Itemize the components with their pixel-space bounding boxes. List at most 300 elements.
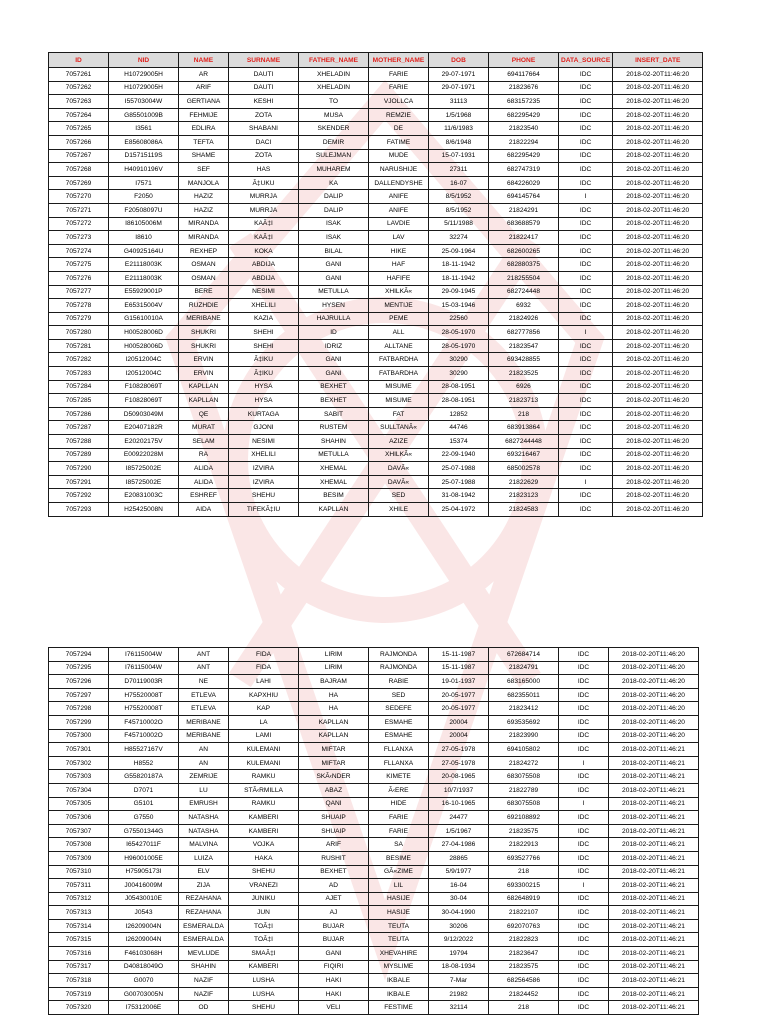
cell-nid: F10828069T — [109, 394, 179, 408]
cell-data-source: IDC — [559, 688, 609, 702]
cell-father-name: ID — [299, 326, 369, 340]
table-row — [49, 892, 699, 906]
cell-surname: LA — [229, 715, 299, 729]
cell-name: MANJOLA — [179, 176, 229, 190]
cell-insert-date: 2018-02-20T11:46:20 — [613, 503, 703, 517]
table-row — [49, 462, 703, 476]
cell-dob: 25-04-1972 — [429, 503, 489, 517]
table-row — [49, 702, 699, 716]
cell-mother-name: ESMAHE — [369, 715, 429, 729]
cell-mother-name: DAVÃ« — [369, 462, 429, 476]
cell-mother-name: FARIE — [369, 824, 429, 838]
cell-data-source: IDC — [559, 203, 613, 217]
records-table-1 — [48, 52, 703, 517]
cell-id: 7057284 — [49, 380, 109, 394]
cell-mother-name: HASIJE — [369, 906, 429, 920]
cell-id: 7057309 — [49, 851, 109, 865]
cell-phone: 683157235 — [489, 95, 559, 109]
cell-phone: 682724448 — [489, 285, 559, 299]
cell-mother-name: FAT — [369, 407, 429, 421]
table-row — [49, 108, 703, 122]
cell-father-name: ISAK — [299, 231, 369, 245]
cell-surname: ABDIJA — [229, 258, 299, 272]
cell-mother-name: LAVDIE — [369, 217, 429, 231]
cell-surname: IZVIRA — [229, 462, 299, 476]
cell-data-source: IDC — [559, 715, 609, 729]
cell-father-name: HA — [299, 688, 369, 702]
cell-id: 7057297 — [49, 688, 109, 702]
cell-surname: KULEMANI — [229, 743, 299, 757]
cell-id: 7057290 — [49, 462, 109, 476]
cell-id: 7057263 — [49, 95, 109, 109]
cell-phone: 21823647 — [489, 947, 559, 961]
cell-name: MIRANDA — [179, 217, 229, 231]
cell-father-name: BESIM — [299, 489, 369, 503]
cell-nid: J05430010E — [109, 892, 179, 906]
cell-father-name: BAJRAM — [299, 675, 369, 689]
table-row — [49, 933, 699, 947]
cell-nid: H10729005H — [109, 81, 179, 95]
cell-phone: 683075508 — [489, 770, 559, 784]
cell-surname: MURRJA — [229, 203, 299, 217]
cell-father-name: GANI — [299, 271, 369, 285]
cell-surname: RAMKU — [229, 797, 299, 811]
cell-data-source: I — [559, 879, 609, 893]
cell-nid: F20508097U — [109, 203, 179, 217]
table-row — [49, 879, 699, 893]
table-row — [49, 394, 703, 408]
cell-id: 7057266 — [49, 135, 109, 149]
cell-father-name: AD — [299, 879, 369, 893]
table-row — [49, 906, 699, 920]
cell-data-source: I — [559, 797, 609, 811]
cell-phone: 21823713 — [489, 394, 559, 408]
cell-data-source: IDC — [559, 947, 609, 961]
cell-name: SHAHIN — [179, 960, 229, 974]
cell-dob: 27-05-1978 — [429, 743, 489, 757]
cell-id: 7057261 — [49, 68, 109, 82]
cell-nid: H75905173I — [109, 865, 179, 879]
cell-nid: I76115004W — [109, 648, 179, 662]
cell-dob: 15-03-1946 — [429, 299, 489, 313]
cell-id: 7057312 — [49, 892, 109, 906]
cell-name: OD — [179, 1001, 229, 1015]
table-row — [49, 258, 703, 272]
table-row — [49, 824, 699, 838]
cell-surname: KAÃ‡I — [229, 217, 299, 231]
cell-data-source: IDC — [559, 122, 613, 136]
cell-id: 7057310 — [49, 865, 109, 879]
cell-insert-date: 2018-02-20T11:46:20 — [613, 312, 703, 326]
table-row — [49, 81, 703, 95]
records-table-2 — [48, 647, 699, 1015]
cell-name: QE — [179, 407, 229, 421]
cell-name: NAZIF — [179, 974, 229, 988]
cell-surname: KAÃ‡I — [229, 231, 299, 245]
cell-father-name: HYSEN — [299, 299, 369, 313]
cell-dob: 30290 — [429, 367, 489, 381]
cell-data-source: IDC — [559, 149, 613, 163]
cell-dob: 28-08-1951 — [429, 380, 489, 394]
cell-mother-name: XHILKÃ« — [369, 448, 429, 462]
cell-id: 7057298 — [49, 702, 109, 716]
cell-dob: 18-11-1942 — [429, 258, 489, 272]
cell-id: 7057269 — [49, 176, 109, 190]
cell-surname: SMAÃ‡I — [229, 947, 299, 961]
cell-surname: ZOTA — [229, 149, 299, 163]
cell-father-name: HA — [299, 702, 369, 716]
cell-data-source: IDC — [559, 312, 613, 326]
cell-dob: 7-Mar — [429, 974, 489, 988]
cell-phone: 682880375 — [489, 258, 559, 272]
cell-name: OSMAN — [179, 271, 229, 285]
cell-insert-date: 2018-02-20T11:46:21 — [609, 906, 699, 920]
cell-dob: 28-05-1970 — [429, 326, 489, 340]
cell-data-source: IDC — [559, 217, 613, 231]
cell-surname: ABDIJA — [229, 271, 299, 285]
cell-insert-date: 2018-02-20T11:46:20 — [613, 149, 703, 163]
cell-dob: 27-04-1986 — [429, 838, 489, 852]
table-row — [49, 176, 703, 190]
cell-name: SHUKRI — [179, 339, 229, 353]
table-row — [49, 797, 699, 811]
cell-insert-date: 2018-02-20T11:46:20 — [613, 435, 703, 449]
table-row — [49, 783, 699, 797]
cell-insert-date: 2018-02-20T11:46:21 — [609, 851, 699, 865]
cell-phone: 682747319 — [489, 163, 559, 177]
cell-mother-name: SA — [369, 838, 429, 852]
cell-surname: NESIMI — [229, 285, 299, 299]
col-header-nid: NID — [109, 53, 179, 68]
table-row — [49, 135, 703, 149]
cell-id: 7057271 — [49, 203, 109, 217]
cell-surname: TIFEKÃ‡IU — [229, 503, 299, 517]
cell-dob: 18-08-1934 — [429, 960, 489, 974]
cell-nid: I7571 — [109, 176, 179, 190]
cell-father-name: BEXHET — [299, 865, 369, 879]
table-row — [49, 648, 699, 662]
cell-dob: 32274 — [429, 231, 489, 245]
cell-dob: 29-07-1971 — [429, 81, 489, 95]
cell-data-source: IDC — [559, 661, 609, 675]
cell-data-source: I — [559, 326, 613, 340]
cell-father-name: SHUAIP — [299, 811, 369, 825]
cell-phone: 218 — [489, 1001, 559, 1015]
cell-id: 7057313 — [49, 906, 109, 920]
cell-insert-date: 2018-02-20T11:46:20 — [609, 688, 699, 702]
cell-nid: H85527167V — [109, 743, 179, 757]
cell-surname: SHEHU — [229, 1001, 299, 1015]
cell-dob: 24477 — [429, 811, 489, 825]
cell-mother-name: REMZIE — [369, 108, 429, 122]
cell-id: 7057299 — [49, 715, 109, 729]
cell-surname: KAZIA — [229, 312, 299, 326]
table-row — [49, 947, 699, 961]
cell-surname: SHABANI — [229, 122, 299, 136]
cell-phone: 21824926 — [489, 312, 559, 326]
cell-surname: HAS — [229, 163, 299, 177]
cell-nid: E20202175V — [109, 435, 179, 449]
cell-father-name: SKENDER — [299, 122, 369, 136]
cell-mother-name: HAF — [369, 258, 429, 272]
cell-nid: I20512004C — [109, 353, 179, 367]
cell-surname: SHEHI — [229, 326, 299, 340]
cell-insert-date: 2018-02-20T11:46:20 — [613, 367, 703, 381]
cell-id: 7057307 — [49, 824, 109, 838]
table-row — [49, 503, 703, 517]
cell-mother-name: PEME — [369, 312, 429, 326]
cell-id: 7057301 — [49, 743, 109, 757]
cell-data-source: IDC — [559, 892, 609, 906]
table-row — [49, 743, 699, 757]
cell-dob: 9/12/2022 — [429, 933, 489, 947]
cell-father-name: METULLA — [299, 448, 369, 462]
cell-data-source: IDC — [559, 811, 609, 825]
cell-id: 7057311 — [49, 879, 109, 893]
cell-data-source: IDC — [559, 1001, 609, 1015]
cell-phone: 685002578 — [489, 462, 559, 476]
cell-phone: 694105802 — [489, 743, 559, 757]
cell-dob: 8/5/1952 — [429, 190, 489, 204]
cell-mother-name: NARUSHIJE — [369, 163, 429, 177]
cell-surname: HAKA — [229, 851, 299, 865]
cell-phone: 21823123 — [489, 489, 559, 503]
cell-phone: 6932 — [489, 299, 559, 313]
cell-phone: 218 — [489, 407, 559, 421]
cell-nid: D50903049M — [109, 407, 179, 421]
cell-mother-name: FARIE — [369, 68, 429, 82]
cell-name: ANT — [179, 661, 229, 675]
table-row — [49, 353, 703, 367]
cell-insert-date: 2018-02-20T11:46:21 — [609, 756, 699, 770]
cell-name: MERIBANE — [179, 715, 229, 729]
cell-data-source: IDC — [559, 702, 609, 716]
cell-id: 7057278 — [49, 299, 109, 313]
cell-dob: 30290 — [429, 353, 489, 367]
cell-father-name: HAJRULLA — [299, 312, 369, 326]
cell-phone: 693527766 — [489, 851, 559, 865]
cell-phone: 6827244448 — [489, 435, 559, 449]
cell-mother-name: HIDE — [369, 797, 429, 811]
cell-insert-date: 2018-02-20T11:46:20 — [613, 190, 703, 204]
col-header-insert-date: INSERT_DATE — [613, 53, 703, 68]
cell-father-name: FIQIRI — [299, 960, 369, 974]
cell-id: 7057287 — [49, 421, 109, 435]
cell-id: 7057274 — [49, 244, 109, 258]
table-row — [49, 163, 703, 177]
cell-father-name: HAKI — [299, 987, 369, 1001]
cell-nid: D70119003R — [109, 675, 179, 689]
cell-insert-date: 2018-02-20T11:46:20 — [613, 394, 703, 408]
cell-surname: LAMI — [229, 729, 299, 743]
cell-insert-date: 2018-02-20T11:46:20 — [613, 299, 703, 313]
cell-insert-date: 2018-02-20T11:46:21 — [609, 892, 699, 906]
cell-surname: DACI — [229, 135, 299, 149]
cell-data-source: IDC — [559, 648, 609, 662]
cell-insert-date: 2018-02-20T11:46:21 — [609, 933, 699, 947]
cell-nid: E20407182R — [109, 421, 179, 435]
cell-nid: I65427011F — [109, 838, 179, 852]
cell-data-source: IDC — [559, 81, 613, 95]
cell-phone: 218 — [489, 865, 559, 879]
cell-name: SHAME — [179, 149, 229, 163]
cell-mother-name: MUDE — [369, 149, 429, 163]
cell-surname: FIDA — [229, 648, 299, 662]
cell-father-name: SABIT — [299, 407, 369, 421]
cell-dob: 18-11-1942 — [429, 271, 489, 285]
cell-name: NATASHA — [179, 824, 229, 838]
cell-father-name: GANI — [299, 947, 369, 961]
cell-nid: I86105006M — [109, 217, 179, 231]
cell-dob: 25-07-1988 — [429, 462, 489, 476]
cell-id: 7057276 — [49, 271, 109, 285]
cell-name: ESMERALDA — [179, 919, 229, 933]
table-row — [49, 960, 699, 974]
cell-father-name: XHELADIN — [299, 81, 369, 95]
cell-id: 7057285 — [49, 394, 109, 408]
cell-dob: 30-04-1990 — [429, 906, 489, 920]
cell-father-name: MUHAREM — [299, 163, 369, 177]
table-row — [49, 838, 699, 852]
cell-insert-date: 2018-02-20T11:46:20 — [613, 421, 703, 435]
table-row — [49, 285, 703, 299]
cell-id: 7057302 — [49, 756, 109, 770]
cell-name: ANT — [179, 648, 229, 662]
cell-mother-name: FLLANXA — [369, 756, 429, 770]
table-row — [49, 987, 699, 1001]
cell-phone: 692108892 — [489, 811, 559, 825]
cell-dob: 8/5/1952 — [429, 203, 489, 217]
cell-mother-name: RAJMONDA — [369, 661, 429, 675]
table-row — [49, 421, 703, 435]
table-row — [49, 974, 699, 988]
cell-mother-name: FATIME — [369, 135, 429, 149]
cell-nid: H8552 — [109, 756, 179, 770]
cell-data-source: IDC — [559, 838, 609, 852]
cell-phone: 693300215 — [489, 879, 559, 893]
cell-father-name: XHEMAL — [299, 475, 369, 489]
cell-name: REZAHANA — [179, 892, 229, 906]
cell-data-source: IDC — [559, 380, 613, 394]
cell-mother-name: XHEVAHIRE — [369, 947, 429, 961]
cell-data-source: IDC — [559, 176, 613, 190]
cell-insert-date: 2018-02-20T11:46:21 — [609, 743, 699, 757]
cell-father-name: DALIP — [299, 190, 369, 204]
cell-phone: 694117664 — [489, 68, 559, 82]
cell-surname: Ã‡IKU — [229, 367, 299, 381]
cell-father-name: BEXHET — [299, 394, 369, 408]
cell-phone: 21824291 — [489, 203, 559, 217]
cell-nid: H10729005H — [109, 68, 179, 82]
cell-dob: 19-01-1937 — [429, 675, 489, 689]
cell-name: NE — [179, 675, 229, 689]
cell-data-source: IDC — [559, 987, 609, 1001]
cell-father-name: MIFTAR — [299, 743, 369, 757]
cell-insert-date: 2018-02-20T11:46:20 — [613, 407, 703, 421]
cell-name: ERVIN — [179, 367, 229, 381]
cell-nid: D7071 — [109, 783, 179, 797]
cell-surname: JUNIKU — [229, 892, 299, 906]
cell-data-source: IDC — [559, 865, 609, 879]
cell-father-name: DALIP — [299, 203, 369, 217]
cell-name: TEFTA — [179, 135, 229, 149]
cell-phone: 21823575 — [489, 960, 559, 974]
cell-data-source: IDC — [559, 108, 613, 122]
cell-nid: I26209004N — [109, 933, 179, 947]
cell-insert-date: 2018-02-20T11:46:20 — [613, 489, 703, 503]
cell-surname: IZVIRA — [229, 475, 299, 489]
cell-name: KAPLLAN — [179, 394, 229, 408]
cell-insert-date: 2018-02-20T11:46:20 — [613, 95, 703, 109]
cell-phone: 21822294 — [489, 135, 559, 149]
cell-mother-name: SULLTANÃ« — [369, 421, 429, 435]
cell-father-name: BUJAR — [299, 933, 369, 947]
cell-phone: 692070763 — [489, 919, 559, 933]
cell-mother-name: MISUME — [369, 380, 429, 394]
cell-nid: G40925164U — [109, 244, 179, 258]
cell-father-name: GANI — [299, 353, 369, 367]
table-row — [49, 217, 703, 231]
cell-dob: 31-08-1942 — [429, 489, 489, 503]
cell-insert-date: 2018-02-20T11:46:20 — [613, 475, 703, 489]
cell-data-source: IDC — [559, 285, 613, 299]
cell-mother-name: MENTIJE — [369, 299, 429, 313]
cell-id: 7057317 — [49, 960, 109, 974]
cell-phone: 683688579 — [489, 217, 559, 231]
table-row — [49, 231, 703, 245]
cell-father-name: RUSTEM — [299, 421, 369, 435]
cell-surname: XHELILI — [229, 299, 299, 313]
cell-father-name: TO — [299, 95, 369, 109]
cell-phone: 218255504 — [489, 271, 559, 285]
cell-mother-name: XHILKÃ« — [369, 285, 429, 299]
cell-mother-name: TEUTA — [369, 919, 429, 933]
cell-dob: 27-05-1978 — [429, 756, 489, 770]
cell-phone: 21822913 — [489, 838, 559, 852]
cell-nid: F45710002O — [109, 715, 179, 729]
cell-mother-name: ALL — [369, 326, 429, 340]
cell-dob: 28-08-1951 — [429, 394, 489, 408]
cell-mother-name: LAV — [369, 231, 429, 245]
col-header-phone: PHONE — [489, 53, 559, 68]
cell-mother-name: SED — [369, 688, 429, 702]
cell-id: 7057318 — [49, 974, 109, 988]
cell-mother-name: ALLTANE — [369, 339, 429, 353]
cell-father-name: QANI — [299, 797, 369, 811]
cell-id: 7057306 — [49, 811, 109, 825]
cell-surname: VRANEZI — [229, 879, 299, 893]
cell-dob: 12852 — [429, 407, 489, 421]
cell-name: AN — [179, 743, 229, 757]
cell-name: ARIF — [179, 81, 229, 95]
cell-id: 7057288 — [49, 435, 109, 449]
cell-id: 7057277 — [49, 285, 109, 299]
cell-name: ETLEVA — [179, 702, 229, 716]
table-row — [49, 448, 703, 462]
cell-father-name: KAPLLAN — [299, 715, 369, 729]
cell-insert-date: 2018-02-20T11:46:21 — [609, 811, 699, 825]
cell-name: SEF — [179, 163, 229, 177]
cell-phone: 21822629 — [489, 475, 559, 489]
cell-phone: 21822417 — [489, 231, 559, 245]
table-row — [49, 271, 703, 285]
cell-surname: Ã‡IKU — [229, 353, 299, 367]
cell-dob: 28865 — [429, 851, 489, 865]
cell-insert-date: 2018-02-20T11:46:20 — [613, 176, 703, 190]
cell-phone: 21823575 — [489, 824, 559, 838]
cell-mother-name: RAJMONDA — [369, 648, 429, 662]
cell-insert-date: 2018-02-20T11:46:20 — [613, 353, 703, 367]
